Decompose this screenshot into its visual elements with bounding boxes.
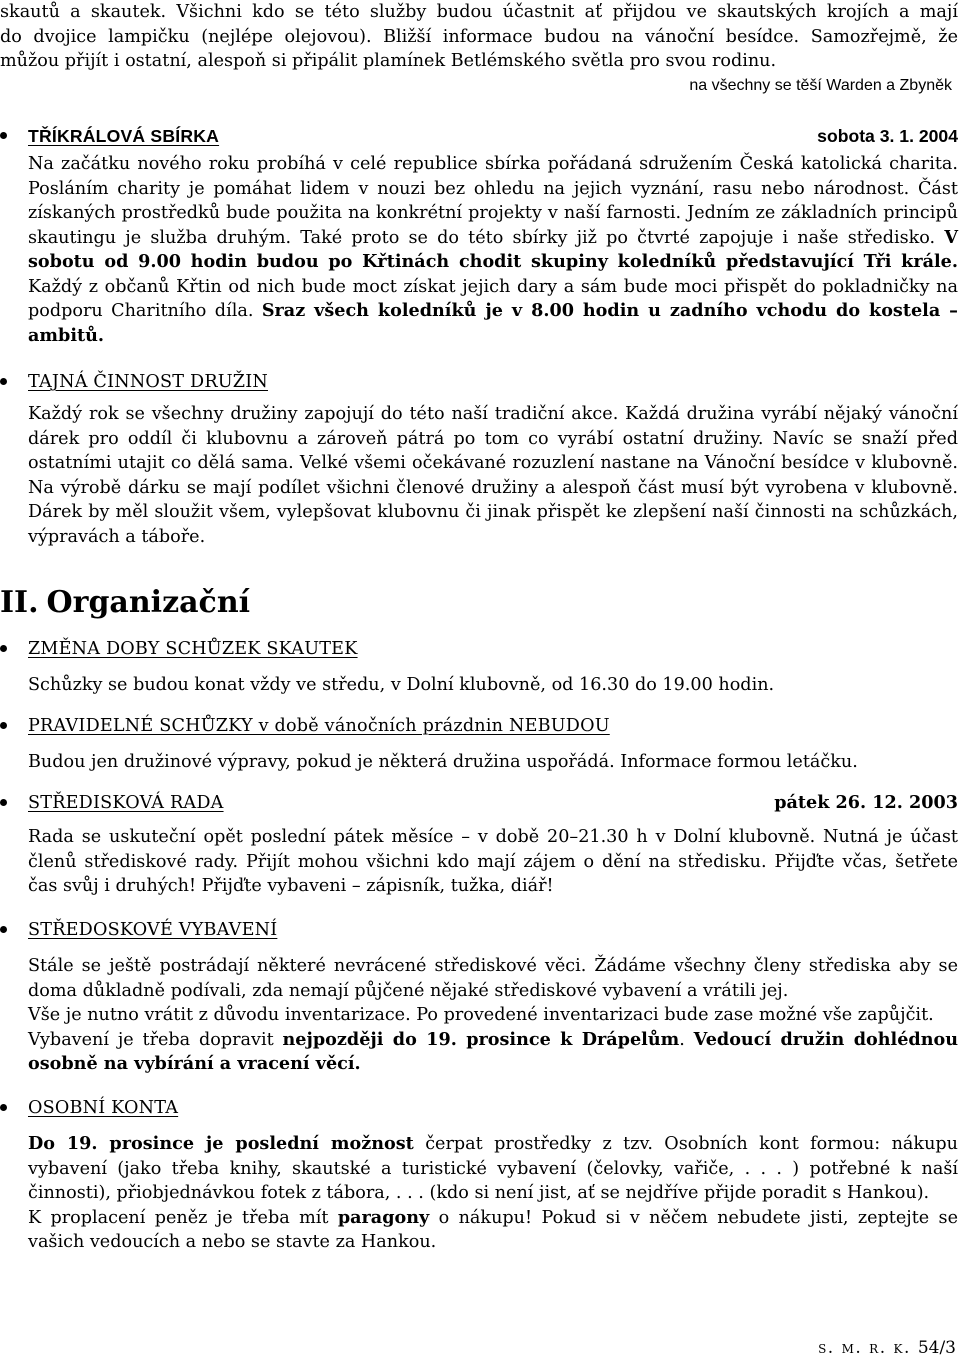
bullet-icon xyxy=(0,378,7,385)
item-body xyxy=(28,152,958,348)
bullet-icon xyxy=(0,799,7,806)
section-number: II. xyxy=(0,585,39,620)
body-text: Vybavení je třeba dopravit xyxy=(28,1029,283,1050)
footer-label: s. m. r. k. xyxy=(818,1338,911,1358)
body-text: . xyxy=(679,1029,694,1050)
item-trikralova-sbirka xyxy=(28,124,958,348)
bullet-icon xyxy=(0,1104,7,1111)
bullet-icon xyxy=(0,645,7,652)
intro-line-2: do dvojice lampičku (nejlépe olejovou). Bližší informace budou na vánoční besídce. Samozřejmě, že xyxy=(0,26,958,47)
item-body-line-2: Vše je nutno vrátit z důvodu inventarizace. Po provedené inventarizaci bude zase možné vše zapůjčit. xyxy=(28,1005,934,1025)
body-text: K proplacení peněz je třeba mít xyxy=(28,1207,338,1228)
item-strediskova-rada xyxy=(28,791,958,899)
item-body-line-1 xyxy=(28,1132,958,1206)
item-title: OSOBNÍ KONTA xyxy=(28,1098,179,1118)
item-pravidelne-schuzky xyxy=(28,714,958,775)
item-body: Každý rok se všechny družiny zapojují do této naší tradiční akce. Každá družina vyrábí nějaký vánoční dárek pro oddíl či klubovnu a zároveň pátrá po tom co vyrábí ostatní družiny. Navíc se snaží před ostatními utajit co dělá sama. Velké všemi očekávané rozuzlení nastane na Vánoční besídce v klubovně. Na výrobě dárku se mají podílet všichni členové družiny a alespoň část musí být vyrobena v klubovně. Dárek by měl sloužit všem, vylepšovat klubovnu či jinak přispět ke zlepšení naší činnosti na schůzkách, výpravách a táboře. xyxy=(28,404,958,547)
item-osobni-konta xyxy=(28,1096,958,1255)
body-bold: nejpozději do 19. prosince k Drápelům xyxy=(282,1028,680,1050)
item-tajna-cinnost xyxy=(28,370,958,549)
body-text: Na začátku nového roku probíhá v celé republice sbírka pořádaná sdružením Česká katolická charita. Posláním charity je pomáhat lidem v nouzi bez ohledu na jejich vyznání, rasu nebo národnost. Část získaných prostředků bude použita na konkrétní projekty v naší farnosti. Jedním ze základních principů skautingu je služba druhým. Také proto se do této sbírky již po čtvrté zapojuje i naše středisko. xyxy=(28,154,958,248)
item-body-line-3 xyxy=(28,1028,958,1077)
intro-continuation xyxy=(0,0,958,74)
item-title: STŘEDISKOVÁ RADA xyxy=(28,793,224,813)
page-footer xyxy=(818,1336,956,1361)
item-body-line-1: Stále se ještě postrádají některé nevrácené střediskové věci. Žádáme všechny členy střediska aby se doma důkladně podívali, zda nemají půjčené nějaké střediskové vybavení a vrátili jej. xyxy=(28,956,958,1001)
page-number: 54/3 xyxy=(917,1338,956,1358)
section-title: Organizační xyxy=(46,585,251,620)
body-bold: paragony xyxy=(337,1206,430,1228)
body-bold: Do 19. prosince je poslední možnost xyxy=(28,1133,414,1154)
bullet-icon xyxy=(0,722,7,729)
item-date: sobota 3. 1. 2004 xyxy=(817,126,958,146)
item-title: STŘEDOSKOVÉ VYBAVENÍ xyxy=(28,920,278,940)
body-bold: Sraz všech koledníků je v 8.00 hodin u zadního vchodu do kostela – ambitů. xyxy=(28,300,958,346)
item-title: TŘÍKRÁLOVÁ SBÍRKA xyxy=(28,126,220,146)
intro-line-3: můžou přijít i ostatní, alespoň si připálit plamínek Betlémského světla pro svou rodinu. xyxy=(0,51,777,71)
item-body: Schůzky se budou konat vždy ve středu, v Dolní klubovně, od 16.30 do 19.00 hodin. xyxy=(28,675,775,695)
item-title: PRAVIDELNÉ SCHŮZKY v době vánočních prázdnin NEBUDOU xyxy=(28,716,610,736)
intro-signature: na všechny se těší Warden a Zbyněk xyxy=(689,77,952,94)
body-text: Každý z občanů Křtin od nich bude moct získat jejich dary a sám bude moci přispět do pokladničky na podporu Charitního díla. xyxy=(28,276,958,321)
item-stredoskove-vybaveni xyxy=(28,918,958,1077)
section-heading xyxy=(0,585,250,621)
item-body: Budou jen družinové výpravy, pokud je některá družina uspořádá. Informace formou letáčku. xyxy=(28,752,858,772)
body-bold: Vedoucí družin dohlédnou osobně na vybírání a vracení věcí. xyxy=(28,1028,959,1074)
item-zmena-doby xyxy=(28,637,958,698)
body-text: čerpat prostředky z tzv. Osobních kont formou: nákupu vybavení (jako třeba knihy, skautské a turistické vybavení (čelovky, vařiče, . . . ) potřebné k naší činnosti), přiobjednávkou fotek z tábora, . . . (kdo si není jist, ať se nejdříve přijde poradit s Hankou). xyxy=(28,1134,958,1203)
bullet-icon xyxy=(0,132,7,139)
item-body: Rada se uskuteční opět poslední pátek měsíce – v době 20–21.30 h v Dolní klubovně. Nutná je účast členů střediskové rady. Přijít mohou všichni kdo mají zájem o dění na středisku. Přijďte včas, šetřete čas svůj i druhých! Přijďte vybaveni – zápisník, tužka, diář! xyxy=(28,827,958,896)
item-title: TAJNÁ ČINNOST DRUŽIN xyxy=(28,372,268,392)
body-text: o nákupu! Pokud si v něčem nebudete jisti, zeptejte se vašich vedoucích a nebo se stavte za Hankou. xyxy=(28,1207,958,1252)
item-body-line-2 xyxy=(28,1206,958,1255)
body-bold: V sobotu od 9.00 hodin budou po Křtinách chodit skupiny koledníků představující Tři krále. xyxy=(28,226,958,272)
item-date: pátek 26. 12. 2003 xyxy=(774,792,958,813)
intro-line-1: skautů a skautek. Všichni kdo se této služby budou účastnit ať přijdou ve skautských krojích a mají xyxy=(0,2,958,22)
bullet-icon xyxy=(0,926,7,933)
item-title: ZMĚNA DOBY SCHŮZEK SKAUTEK xyxy=(28,639,358,659)
